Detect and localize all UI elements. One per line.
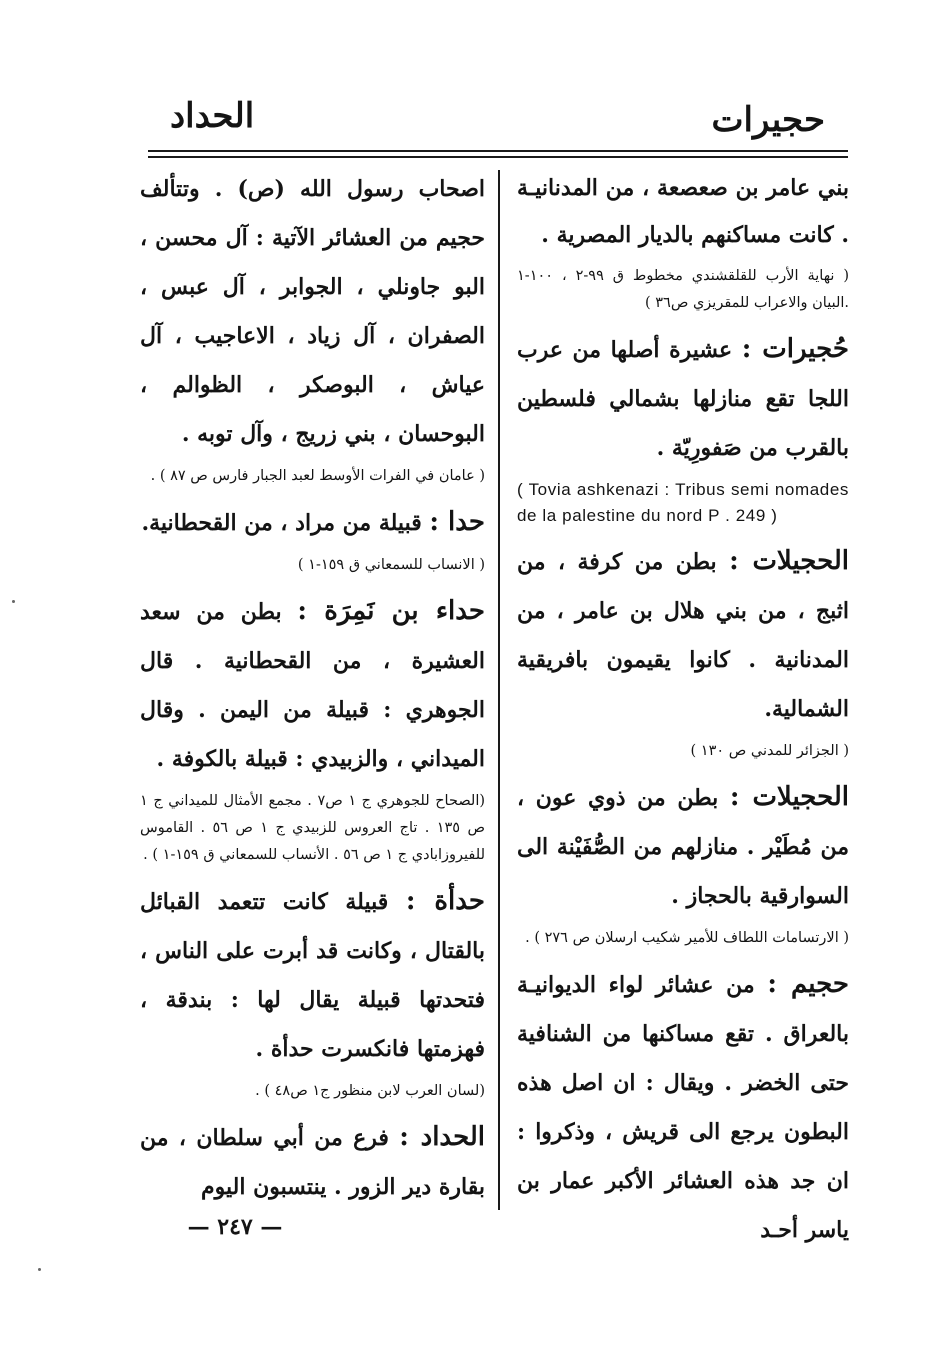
page-number: — ٢٤٧ — [187,1214,283,1240]
entry-term: الحجيلات : [729,782,849,812]
entry-hujailat-1 [517,537,849,734]
reference-note: (الصحاح للجوهري ج ١ ص٧ . مجمع الأمثال للميداني ج ١ ص ١٣٥ . تاج العروس للزبيدي ج ١ ص ٥٦ . القاموس للفيروزابادي ج ١ ص ٥٦ . الأنساب للسمعاني ق ١٥٩-١ ) . [140,793,486,863]
entry-term: الحجيلات : [729,546,850,576]
scan-speck [12,600,15,603]
reference-note: ( عامان في الفرات الأوسط لعبد الجبار فارس ص ٨٧ ) . [150,468,485,484]
reference-note: (لسان العرب لابن منظور ج١ ص٤٨ ) . [255,1083,485,1099]
entry-body: قبيلة من مراد ، من القحطانية. [141,510,422,536]
latin-reference: ( Tovia ashkenazi : Tribus semi nomades de la palestine du nord P . 249 ) [517,480,849,525]
column-divider [498,170,500,1210]
entry-body: من عشائر لواء الديوانيـة بالعراق . تقع مساكنها من الشنافية حتى الخضر . ويقال : ان اصل هذه البطون يرجع الى قريش ، وذكروا : ان جد هذه العشائر الأكبر عمار بن ياسر أحـد [517,972,849,1243]
entry-term: حدا : [429,507,485,537]
entry-term: حدأة : [405,886,485,916]
entry-term: حُجيرات : [741,334,849,364]
reference-note: ( نهاية الأرب للقلقشندي مخطوط ق ٩٩-٢ ، ١٠٠-١ .البيان والاعراب للمقريزي ص٣٦ ) [517,268,849,311]
entry-term: حداء بن نَمِرَة : [297,596,485,626]
entry-body: عشيرة أصلها من عرب اللجا تقع منازلها بشمالي فلسطين بالقرب من صَفورِيّة . [517,337,849,461]
header-rule-top [148,150,848,152]
scan-speck [38,1268,41,1271]
entry-body: بطن من سعد العشيرة ، من القحطانية . قال الجوهري : قبيلة من اليمن . وقال الميداني ، والزبيدي : قبيلة بالكوفة . [140,599,485,772]
running-header-right: حجيرات [711,100,825,140]
entry-body: بطن من ذوي عون ، من مُطَيْر . منازلهم من الصُّفَيْنة الى السوارقية بالحجاز . [517,785,849,909]
entry-term: الحداد : [399,1122,486,1152]
entry-hujaim [517,960,849,1255]
left-column [140,165,485,1215]
entry-hujairat [517,325,849,473]
entry-term: حجيم : [767,969,850,999]
reference-note: ( الانساب للسمعاني ق ١٥٩-١ ) [297,557,485,573]
entry-hada [140,498,485,548]
continued-paragraph: اصحاب رسول الله (ص) . وتتألف حجيم من العشائر الآتية : آل محسن ، البو جاونلي ، الجوابر ، آل عبس ، الصفران ، آل زياد ، الاعاجيب ، آل عياش ، البوصكر ، الظوالم ، البوحسان ، بني زريج ، وآل توبه . [140,176,485,447]
entry-al-haddad [140,1113,485,1212]
entry-hidaa-bin-namira [140,587,485,784]
header-rule-bottom [148,156,848,158]
entry-body: قبيلة كانت تتعمد القبائل بالقتال ، وكانت قد أبرت على الناس ، فتحدتها قبيلة يقال لها : بندقة ، فهزمتها فانكسرت حدأة . [140,889,485,1062]
entry-body: فرع من أبي سلطان ، من بقارة دير الزور . ينتسبون اليوم [140,1125,485,1200]
entry-body: بطن من كرفة ، من اثبج ، من بني هلال بن عامر ، من المدنانية . كانوا يقيمون بافريقية الشمالية. [517,549,849,722]
entry-hidaa [140,877,485,1074]
entry-hujailat-2 [517,773,849,921]
reference-note: ( الارتسامات اللطاف للأمير شكيب ارسلان ص ٢٧٦ ) . [525,930,849,946]
continued-paragraph: بني عامر بن صعصعة ، من المدنانيـة . كانت مساكنهم بالديار المصرية . [517,175,849,248]
reference-note: ( الجزائر للمدني ص ١٣٠ ) [690,743,849,759]
running-header-left: الحداد [170,96,255,136]
right-column [517,165,850,1243]
